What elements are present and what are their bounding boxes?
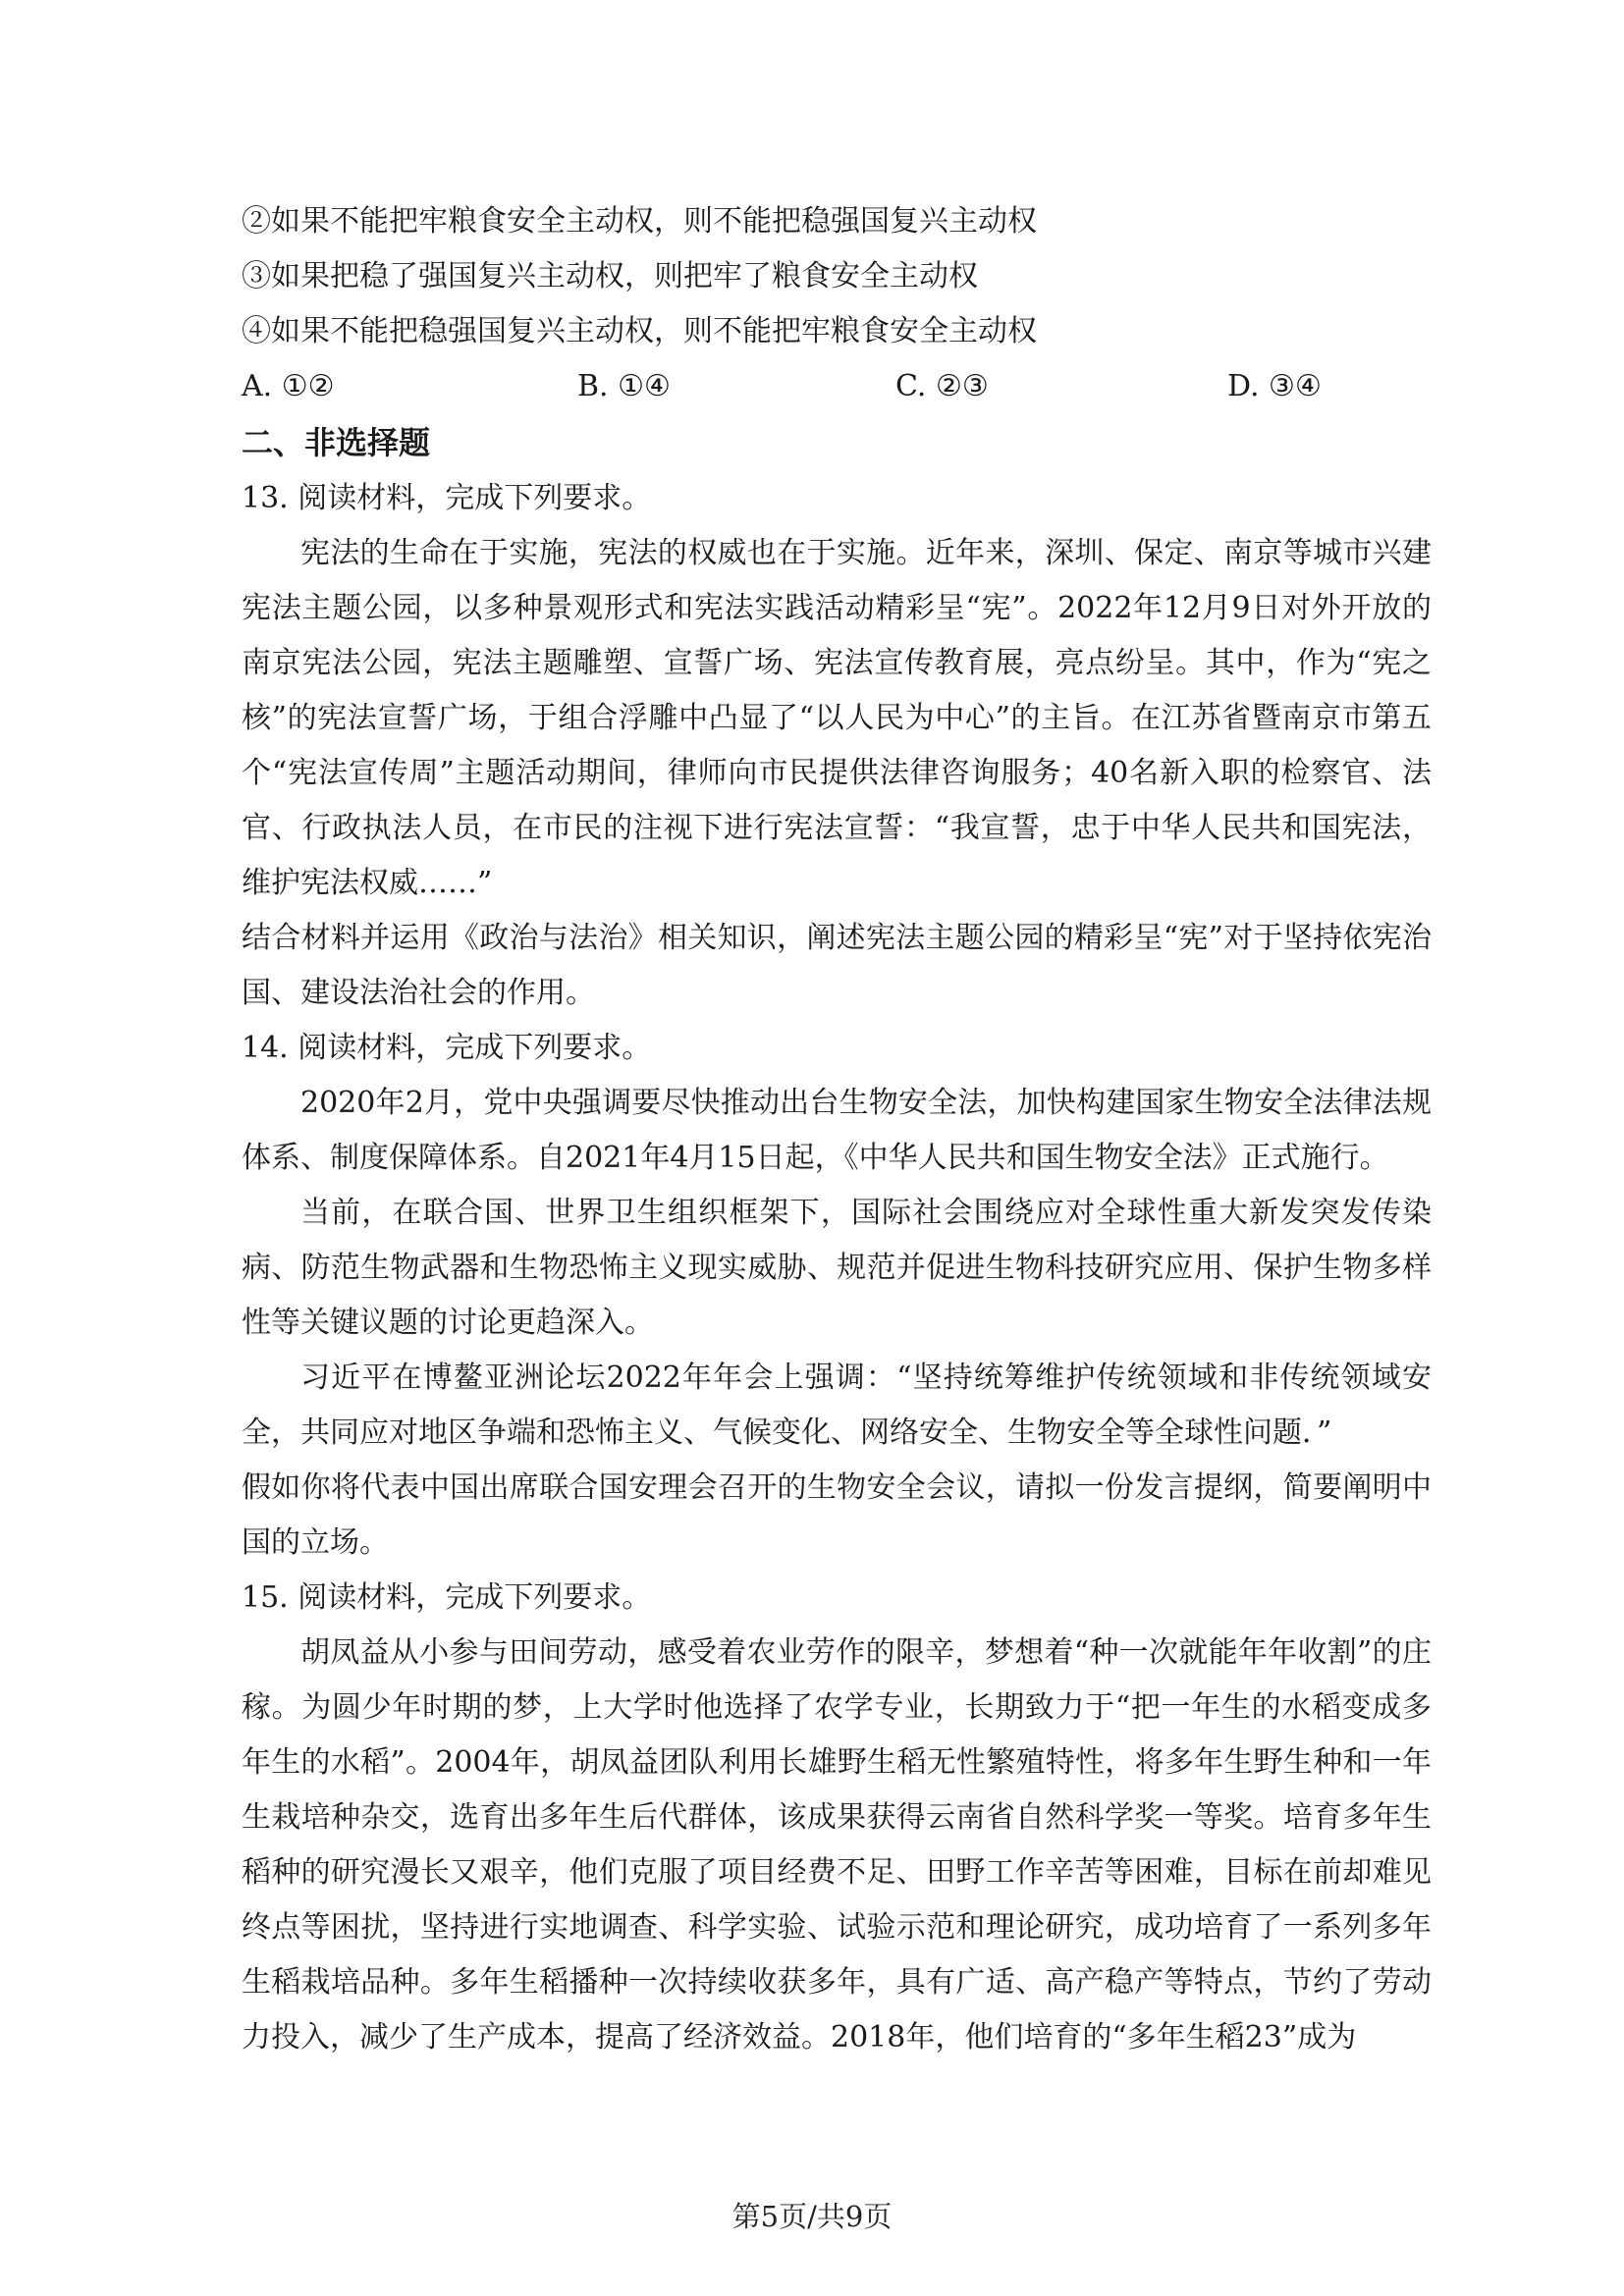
- question-15-paragraph-1: 胡凤益从小参与田间劳动，感受着农业劳作的限辛，梦想着“种一次就能年年收割”的庄稼。为圆少年时期的梦，上大学时他选择了农学专业，长期致力于“把一年生的水稻变成多年生的水稻”。2004年，胡凤益团队利用长雄野生稻无性繁殖特性，将多年生野生种和一年生栽培种杂交，选育出多年生后代群体，该成果获得云南省自然科学奖一等奖。培育多年生稻种的研究漫长又艰辛，他们克服了项目经费不足、田野工作辛苦等困难，目标在前却难见终点等困扰，坚持进行实地调查、科学实验、试验示范和理论研究，成功培育了一系列多年生稻栽培品种。多年生稻播种一次持续收获多年，具有广适、高产稳产等特点，节约了劳动力投入，减少了生产成本，提高了经济效益。2018年，他们培育的“多年生稻23”成为: [242, 1635, 1432, 2055]
- question-13-task: 结合材料并运用《政治与法治》相关知识，阐述宪法主题公园的精彩呈“宪”对于坚持依宪治国、建设法治社会的作用。: [242, 921, 1432, 1010]
- choice-item-4: ④如果不能把稳强国复兴主动权，则不能把牢粮食安全主动权: [242, 314, 1037, 348]
- choice-item-3: ③如果把稳了强国复兴主动权，则把牢了粮食安全主动权: [242, 259, 978, 294]
- question-14-head: 14. 阅读材料，完成下列要求。: [242, 1031, 652, 1065]
- option-b[interactable]: B. ①④: [577, 369, 671, 403]
- option-a[interactable]: A. ①②: [242, 369, 335, 403]
- question-14-paragraph-2: 当前，在联合国、世界卫生组织框架下，国际社会围绕应对全球性重大新发突发传染病、防范生物武器和生物恐怖主义现实威胁、规范并促进生物科技研究应用、保护生物多样性等关键议题的讨论更趋深入。: [242, 1196, 1432, 1340]
- choice-item-2: ②如果不能把牢粮食安全主动权，则不能把稳强国复兴主动权: [242, 204, 1037, 239]
- section-title: 二、非选择题: [242, 424, 431, 461]
- question-14-task: 假如你将代表中国出席联合国安理会召开的生物安全会议，请拟一份发言提纲，简要阐明中国的立场。: [242, 1470, 1432, 1560]
- question-14-paragraph-3: 习近平在博鳌亚洲论坛2022年年会上强调：“坚持统筹维护传统领域和非传统领域安全，共同应对地区争端和恐怖主义、气候变化、网络安全、生物安全等全球性问题．”: [242, 1361, 1432, 1450]
- option-d[interactable]: D. ③④: [1227, 369, 1322, 403]
- question-13-head: 13. 阅读材料，完成下列要求。: [242, 481, 652, 515]
- option-c[interactable]: C. ②③: [895, 369, 989, 403]
- page-footer: 第5页/共9页: [731, 2200, 893, 2233]
- question-14-paragraph-1: 2020年2月，党中央强调要尽快推动出台生物安全法，加快构建国家生物安全法律法规体系、制度保障体系。自2021年4月15日起，《中华人民共和国生物安全法》正式施行。: [242, 1086, 1432, 1175]
- question-13-material: 宪法的生命在于实施，宪法的权威也在于实施。近年来，深圳、保定、南京等城市兴建宪法主题公园，以多种景观形式和宪法实践活动精彩呈“宪”。2022年12月9日对外开放的南京宪法公园，宪法主题雕塑、宣誓广场、宪法宣传教育展，亮点纷呈。其中，作为“宪之核”的宪法宣誓广场，于组合浮雕中凸显了“以人民为中心”的主旨。在江苏省暨南京市第五个“宪法宣传周”主题活动期间，律师向市民提供法律咨询服务；40名新入职的检察官、法官、行政执法人员，在市民的注视下进行宪法宣誓：“我宣誓，忠于中华人民共和国宪法，维护宪法权威……”: [242, 536, 1432, 900]
- answer-options: [242, 359, 1432, 414]
- question-15-head: 15. 阅读材料，完成下列要求。: [242, 1580, 652, 1615]
